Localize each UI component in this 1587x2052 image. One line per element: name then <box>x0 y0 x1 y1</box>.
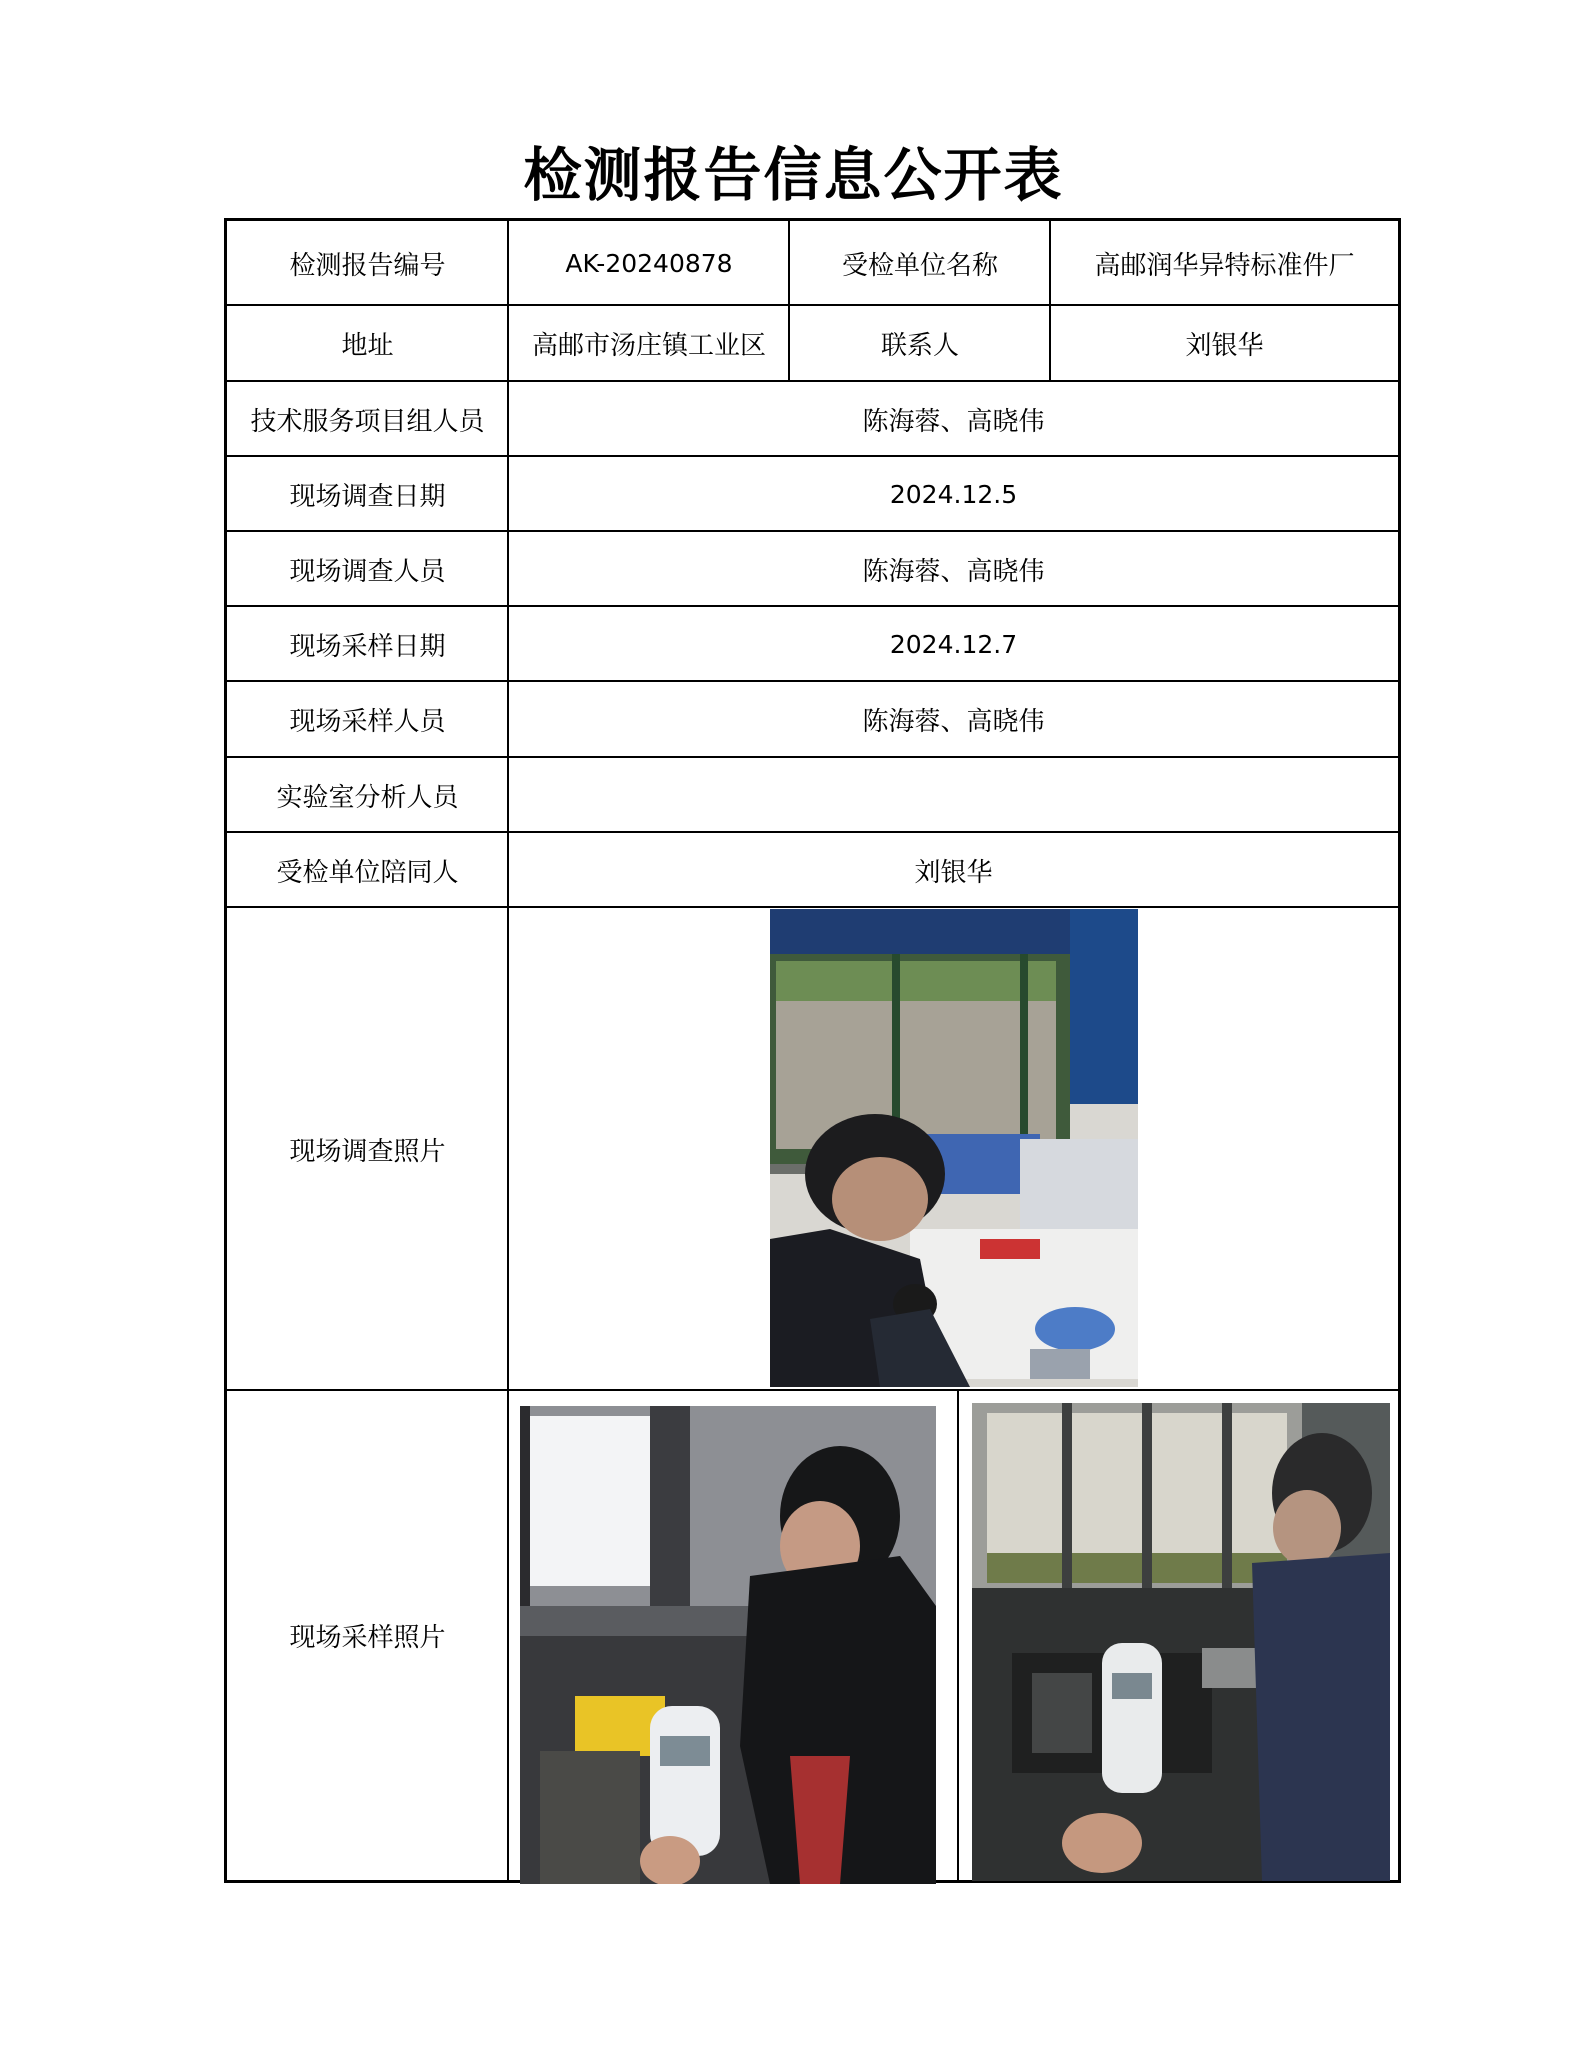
address-label: 地址 <box>341 331 394 361</box>
page-title: 检测报告信息公开表 <box>523 141 1064 209</box>
contact-value: 刘银华 <box>1185 331 1264 361</box>
report-no-label: 检测报告编号 <box>289 250 446 281</box>
survey-photo <box>770 909 1138 1387</box>
survey-date-label: 现场调查日期 <box>289 481 446 512</box>
escort-label: 受检单位陪同人 <box>276 857 459 888</box>
sampling-date-value: 2024.12.7 <box>889 629 1018 659</box>
info-table <box>224 218 1401 1883</box>
escort-value: 刘银华 <box>914 857 993 888</box>
sampling-photo-label: 现场采样照片 <box>289 1623 446 1653</box>
survey-photo-label: 现场调查照片 <box>289 1136 446 1167</box>
survey-staff-value: 陈海蓉、高晓伟 <box>862 556 1045 587</box>
project-team-value: 陈海蓉、高晓伟 <box>862 406 1045 437</box>
lab-analyst-label: 实验室分析人员 <box>276 782 459 813</box>
unit-name-value: 高邮润华异特标准件厂 <box>1094 250 1355 281</box>
project-team-label: 技术服务项目组人员 <box>250 406 485 437</box>
sampling-staff-label: 现场采样人员 <box>289 707 446 737</box>
survey-staff-label: 现场调查人员 <box>289 556 446 587</box>
address-value: 高邮市汤庄镇工业区 <box>531 331 766 361</box>
sampling-date-label: 现场采样日期 <box>289 631 446 662</box>
sampling-photo-1 <box>520 1406 936 1884</box>
contact-label: 联系人 <box>880 331 959 361</box>
sampling-staff-value: 陈海蓉、高晓伟 <box>862 707 1045 737</box>
lab-analyst-value <box>509 758 1398 832</box>
survey-date-value: 2024.12.5 <box>889 479 1018 509</box>
report-no-value: AK-20240878 <box>565 248 733 278</box>
unit-name-label: 受检单位名称 <box>841 250 998 281</box>
sampling-photo-2 <box>972 1403 1390 1881</box>
